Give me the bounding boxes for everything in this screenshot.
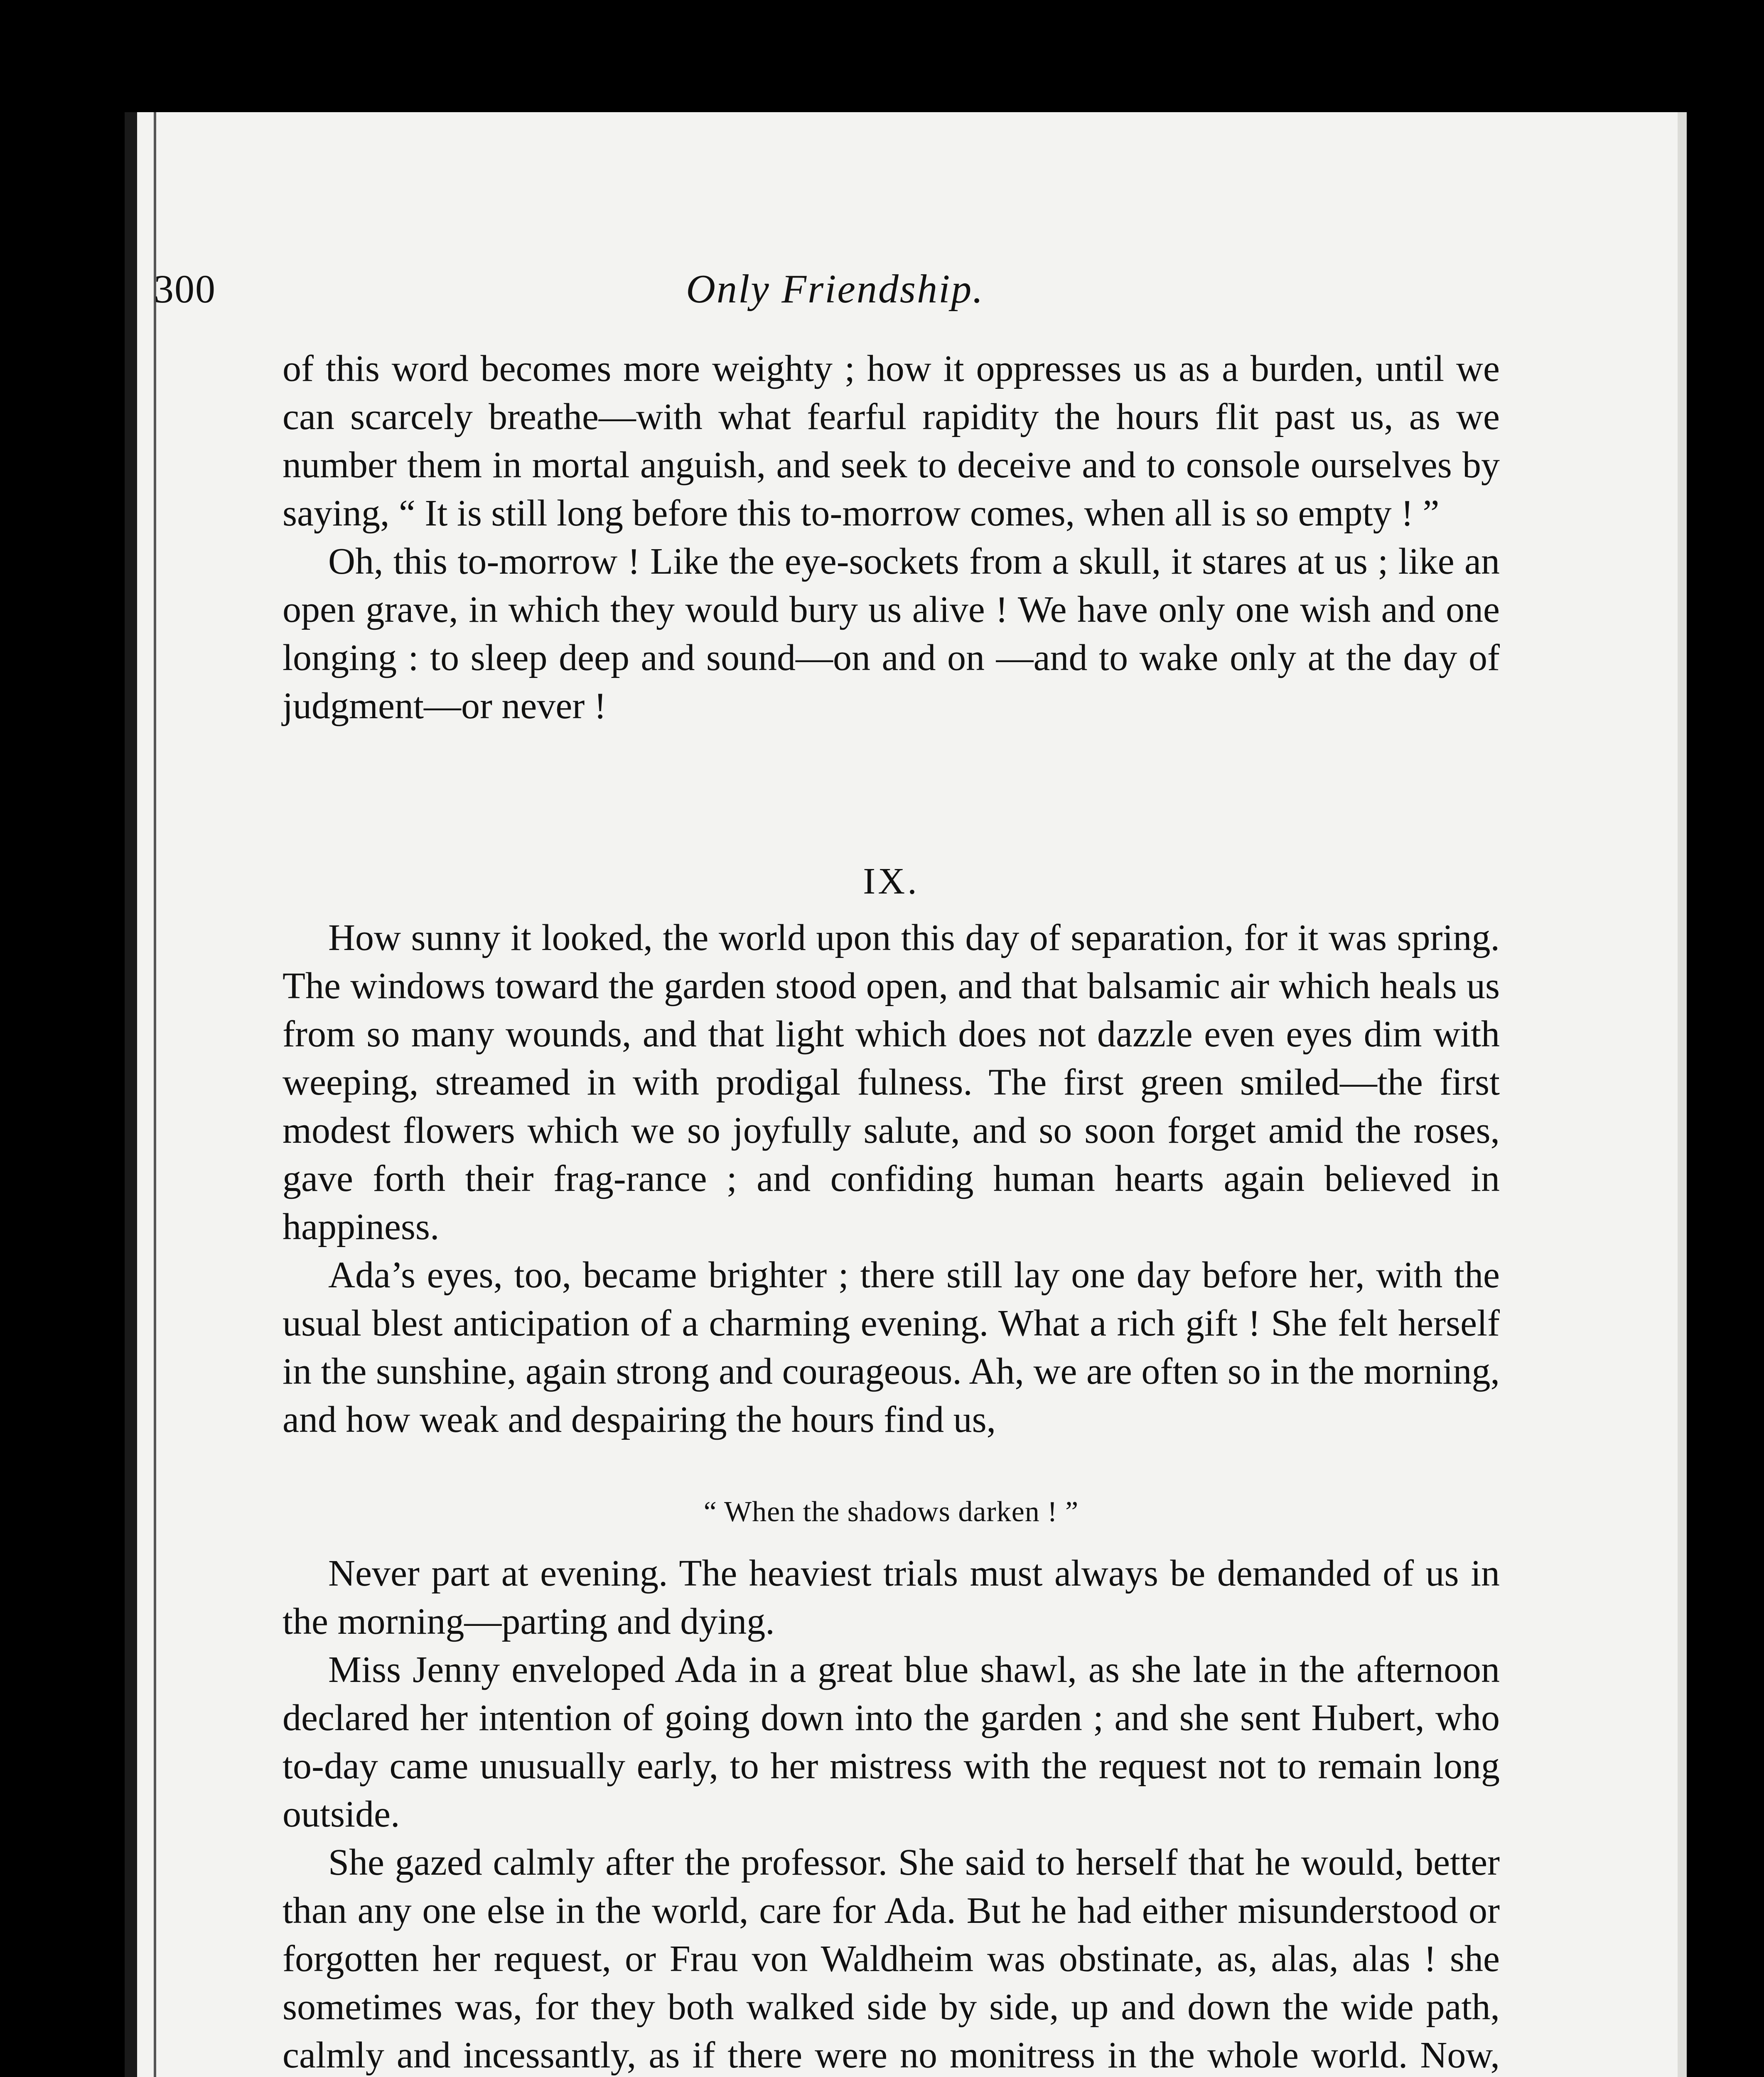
text-section-c: [283, 1549, 1500, 2077]
text-section-b: [283, 914, 1500, 1444]
text-section-a: [283, 345, 1500, 730]
spine-shadow: [154, 112, 156, 2077]
running-head: [154, 266, 1516, 324]
page-number: 300: [154, 267, 216, 311]
quote-line: “ When the shadows darken ! ”: [703, 1496, 1079, 1528]
chapter-heading: IX.: [863, 861, 919, 902]
page-edge: [1678, 112, 1687, 2077]
paragraph: Oh, this to-morrow ! Like the eye-sockets from a skull, it stares at us ; like an open grave, in which they would bury us alive ! We have only one wish and one longing : to sleep deep and sound—on and on —and to wake only at the day of judgment—or never !: [283, 541, 1500, 727]
paragraph: Never part at evening. The heaviest trials must always be demanded of us in the morning—parting and dying.: [283, 1553, 1500, 1642]
paragraph: How sunny it looked, the world upon this day of separation, for it was spring. The windows toward the garden stood open, and that balsamic air which heals us from so many wounds, and that light which does not dazzle even eyes dim with weeping, streamed in with prodigal fulness. The first green smiled—the first modest flowers which we so joyfully salute, and so soon forget amid the roses, gave forth their frag-rance ; and confiding human hearts again believed in happiness.: [283, 917, 1500, 1247]
book-title: Only Friendship.: [686, 267, 984, 312]
paragraph: Miss Jenny enveloped Ada in a great blue shawl, as she late in the afternoon declared her intention of going down into the garden ; and she sent Hubert, who to-day came unusually early, to her mistress with the request not to remain long outside.: [283, 1649, 1500, 1835]
paragraph: She gazed calmly after the professor. She said to herself that he would, better than any one else in the world, care for Ada. But he had either misunderstood or forgotten her request, or Frau von Waldheim was obstinate, as, alas, alas ! she sometimes was, for they both walked side by side, up and down the wide path, calmly and incessantly, as if there were no monitress in the whole world. Now,: [283, 1842, 1500, 2076]
paragraph: of this word becomes more weighty ; how it oppresses us as a burden, until we can scarcely breathe—with what fearful rapidity the hours flit past us, as we number them in mortal anguish, and seek to deceive and to console ourselves by saying, “ It is still long before this to-morrow comes, when all is so empty ! ”: [283, 348, 1500, 534]
paragraph: Ada’s eyes, too, became brighter ; there still lay one day before her, with the usual blest anticipation of a charming evening. What a rich gift ! She felt herself in the sunshine, again strong and courageous. Ah, we are often so in the morning, and how weak and despairing the hours find us,: [283, 1255, 1500, 1440]
